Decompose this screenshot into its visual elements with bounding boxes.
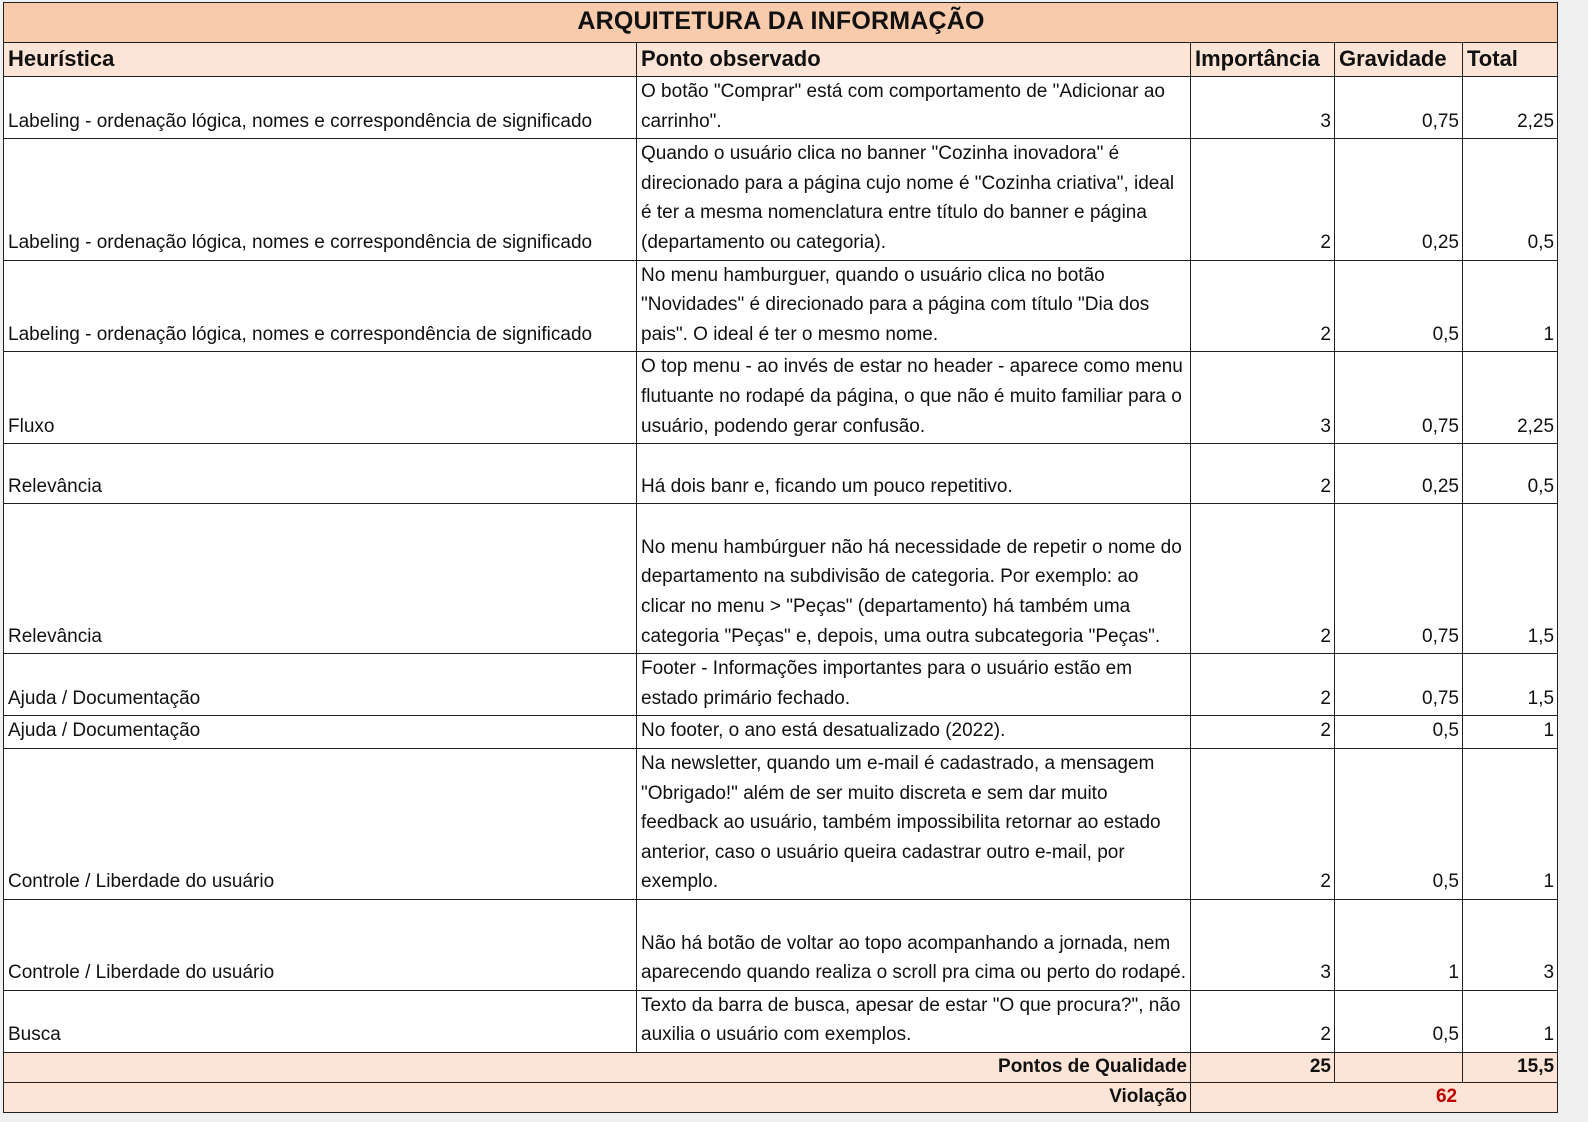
importance-cell[interactable]: 2 xyxy=(1191,990,1335,1052)
total-cell[interactable]: 2,25 xyxy=(1463,352,1558,444)
gravity-cell[interactable]: 0,5 xyxy=(1335,990,1463,1052)
heuristic-cell[interactable]: Busca xyxy=(4,990,637,1052)
observation-cell[interactable]: Há dois banr e, ficando um pouco repetitivo. xyxy=(637,444,1191,504)
gravity-cell[interactable]: 0,75 xyxy=(1335,352,1463,444)
col-header-gravidade[interactable]: Gravidade xyxy=(1335,43,1463,77)
gravity-cell[interactable]: 0,5 xyxy=(1335,260,1463,352)
importance-cell[interactable]: 2 xyxy=(1191,748,1335,899)
total-cell[interactable]: 1 xyxy=(1463,748,1558,899)
heuristic-cell[interactable]: Relevância xyxy=(4,444,637,504)
importance-cell[interactable]: 2 xyxy=(1191,654,1335,716)
observation-cell[interactable]: Quando o usuário clica no banner "Cozinha inovadora" é direcionado para a página cujo nome é "Cozinha criativa", ideal é ter a mesma nomenclatura entre título do banner e página (departamento ou categoria). xyxy=(637,139,1191,260)
importance-cell[interactable]: 3 xyxy=(1191,899,1335,990)
heuristic-cell[interactable]: Ajuda / Documentação xyxy=(4,716,637,749)
heuristic-cell[interactable]: Labeling - ordenação lógica, nomes e correspondência de significado xyxy=(4,260,637,352)
importance-cell[interactable]: 2 xyxy=(1191,260,1335,352)
gravity-cell[interactable]: 0,25 xyxy=(1335,139,1463,260)
observation-cell[interactable]: Na newsletter, quando um e-mail é cadastrado, a mensagem "Obrigado!" além de ser muito discreta e sem dar muito feedback ao usuário, também impossibilita retornar ao estado anterior, caso o usuário queira cadastrar outro e-mail, por exemplo. xyxy=(637,748,1191,899)
table-row xyxy=(4,77,1558,139)
quality-importance-sum[interactable]: 25 xyxy=(1191,1053,1335,1083)
total-cell[interactable]: 0,5 xyxy=(1463,139,1558,260)
table-row xyxy=(4,654,1558,716)
total-cell[interactable]: 1 xyxy=(1463,990,1558,1052)
quality-gravity-empty[interactable] xyxy=(1335,1053,1463,1083)
importance-cell[interactable]: 3 xyxy=(1191,352,1335,444)
observation-cell[interactable]: No menu hamburguer, quando o usuário clica no botão "Novidades" é direcionado para a página com título "Dia dos pais". O ideal é ter o mesmo nome. xyxy=(637,260,1191,352)
observation-cell[interactable]: No footer, o ano está desatualizado (2022). xyxy=(637,716,1191,749)
importance-cell[interactable]: 2 xyxy=(1191,504,1335,654)
col-header-total[interactable]: Total xyxy=(1463,43,1558,77)
spreadsheet xyxy=(3,2,1557,1108)
heuristics-table xyxy=(3,2,1558,1113)
quality-total-sum[interactable]: 15,5 xyxy=(1463,1053,1558,1083)
gravity-cell[interactable]: 0,5 xyxy=(1335,748,1463,899)
table-row xyxy=(4,504,1558,654)
observation-cell[interactable]: O botão "Comprar" está com comportamento de "Adicionar ao carrinho". xyxy=(637,77,1191,139)
observation-cell[interactable]: O top menu - ao invés de estar no header - aparece como menu flutuante no rodapé da página, o que não é muito familiar para o usuário, podendo gerar confusão. xyxy=(637,352,1191,444)
heuristic-cell[interactable]: Ajuda / Documentação xyxy=(4,654,637,716)
total-cell[interactable]: 3 xyxy=(1463,899,1558,990)
violation-value[interactable]: 62 xyxy=(1191,1083,1558,1113)
total-cell[interactable]: 1,5 xyxy=(1463,504,1558,654)
heuristic-cell[interactable]: Fluxo xyxy=(4,352,637,444)
observation-cell[interactable]: Não há botão de voltar ao topo acompanhando a jornada, nem aparecendo quando realiza o scroll pra cima ou perto do rodapé. xyxy=(637,899,1191,990)
col-header-ponto[interactable]: Ponto observado xyxy=(637,43,1191,77)
col-header-heuristica[interactable]: Heurística xyxy=(4,43,637,77)
importance-cell[interactable]: 2 xyxy=(1191,716,1335,749)
observation-cell[interactable]: Texto da barra de busca, apesar de estar "O que procura?", não auxilia o usuário com exemplos. xyxy=(637,990,1191,1052)
gravity-cell[interactable]: 0,75 xyxy=(1335,504,1463,654)
table-row xyxy=(4,716,1558,749)
importance-cell[interactable]: 2 xyxy=(1191,139,1335,260)
importance-cell[interactable]: 2 xyxy=(1191,444,1335,504)
table-row xyxy=(4,139,1558,260)
heuristic-cell[interactable]: Controle / Liberdade do usuário xyxy=(4,899,637,990)
table-row xyxy=(4,990,1558,1052)
table-row xyxy=(4,444,1558,504)
col-header-importancia[interactable]: Importância xyxy=(1191,43,1335,77)
table-title: ARQUITETURA DA INFORMAÇÃO xyxy=(4,3,1558,43)
quality-points-label: Pontos de Qualidade xyxy=(4,1053,1191,1083)
gravity-cell[interactable]: 0,25 xyxy=(1335,444,1463,504)
heuristic-cell[interactable]: Controle / Liberdade do usuário xyxy=(4,748,637,899)
observation-cell[interactable]: Footer - Informações importantes para o usuário estão em estado primário fechado. xyxy=(637,654,1191,716)
table-row xyxy=(4,899,1558,990)
gravity-cell[interactable]: 0,5 xyxy=(1335,716,1463,749)
gravity-cell[interactable]: 0,75 xyxy=(1335,77,1463,139)
violation-label: Violação xyxy=(4,1083,1191,1113)
table-row xyxy=(4,748,1558,899)
total-cell[interactable]: 2,25 xyxy=(1463,77,1558,139)
total-cell[interactable]: 1,5 xyxy=(1463,654,1558,716)
observation-cell[interactable]: No menu hambúrguer não há necessidade de repetir o nome do departamento na subdivisão de categoria. Por exemplo: ao clicar no menu > "Peças" (departamento) há também uma categoria "Peças" e, depois, uma outra subcategoria "Peças". xyxy=(637,504,1191,654)
gravity-cell[interactable]: 0,75 xyxy=(1335,654,1463,716)
total-cell[interactable]: 1 xyxy=(1463,716,1558,749)
table-row xyxy=(4,260,1558,352)
heuristic-cell[interactable]: Labeling - ordenação lógica, nomes e correspondência de significado xyxy=(4,77,637,139)
importance-cell[interactable]: 3 xyxy=(1191,77,1335,139)
heuristic-cell[interactable]: Labeling - ordenação lógica, nomes e correspondência de significado xyxy=(4,139,637,260)
total-cell[interactable]: 1 xyxy=(1463,260,1558,352)
heuristic-cell[interactable]: Relevância xyxy=(4,504,637,654)
total-cell[interactable]: 0,5 xyxy=(1463,444,1558,504)
gravity-cell[interactable]: 1 xyxy=(1335,899,1463,990)
table-row xyxy=(4,352,1558,444)
